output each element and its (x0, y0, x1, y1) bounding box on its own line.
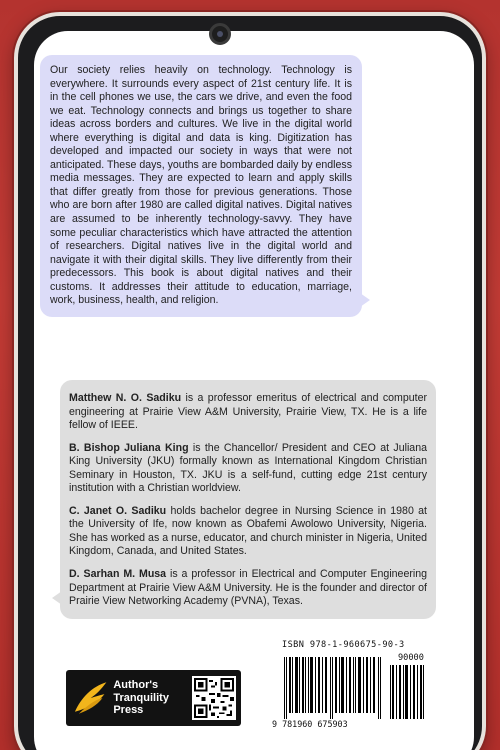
author-name-2: B. Bishop Juliana King (69, 441, 189, 454)
barcode-addon-bars (390, 665, 424, 719)
publisher-name: Author's Tranquility Press (113, 679, 169, 717)
feather-wing-icon (71, 678, 110, 718)
barcode-digits: 9 781960 675903 (272, 719, 348, 729)
author-bio-text-2: is the Chancellor/ President and CEO at Juliana King University (JKU) formally known as International Kingdom Christian Seminary in Houston, TX. JKU is a self-fund, cutting edge 21st century institution with a Christian worldview. (69, 441, 427, 495)
isbn-barcode (268, 637, 428, 732)
author-bio-text-3: holds bachelor degree in Nursing Science in 1980 at the University of Ife, now known as Obafemi Awolowo University, Nigeria. She has worked as a nurse, educator, and church minister in Nigeria, United Kingdom, Canada, and United States. (69, 504, 427, 558)
isbn-number: ISBN 978-1-960675-90-3 (282, 640, 405, 650)
authors-message-bubble (60, 380, 436, 619)
barcode-price-code: 90000 (398, 653, 424, 663)
author-bio-1 (69, 392, 427, 433)
author-name-4: D. Sarhan M. Musa (69, 568, 167, 581)
author-bio-2 (69, 442, 427, 496)
publisher-badge (66, 670, 241, 726)
blurb-text: Our society relies heavily on technology. Technology is everywhere. It surrounds every aspect of 21st century life. It is in the cell phones we use, the cars we drive, and even the food we eat. Technology connects and brings us together to share ideas across borders and cultures. We live in the digital world where everything is digital and data is king. Digitization has developed and impacted our society in ways that were not anticipated. These days, youths are bombarded daily by endless media messages. They are expected to learn and apply skills that differ greatly from those for previous generations. Those who are born after 1980 are called digital natives. Digital natives are assumed to be inherently technology-savvy. They have some peculiar characteristics which have attracted the attention of researchers. Digital natives live in the digital world and navigate it with their digital skills. They live differently from their predecessors. This book is about digital natives and their customs. It addresses their attitude to education, marriage, work, business, health, and religion. (50, 64, 352, 307)
front-camera-icon (209, 23, 231, 45)
barcode-bars (284, 657, 382, 719)
author-bio-text-4: is a professor in Electrical and Computer Engineering Department at Prairie View A&M University. He is the founder and director of Prairie View Networking Academy (PVNA), Texas. (69, 568, 428, 608)
author-name-3: C. Janet O. Sadiku (69, 504, 167, 517)
author-bio-4 (69, 568, 427, 609)
author-bio-3 (69, 505, 427, 559)
qr-code-icon (192, 676, 236, 720)
author-name-1: Matthew N. O. Sadiku (69, 392, 182, 404)
blurb-message-bubble (40, 55, 362, 317)
author-bio-text-1: is a professor emeritus of electrical and computer engineering at Prairie View A&M University, Prairie View, TX. He is a life fellow of IEEE. (69, 392, 428, 432)
